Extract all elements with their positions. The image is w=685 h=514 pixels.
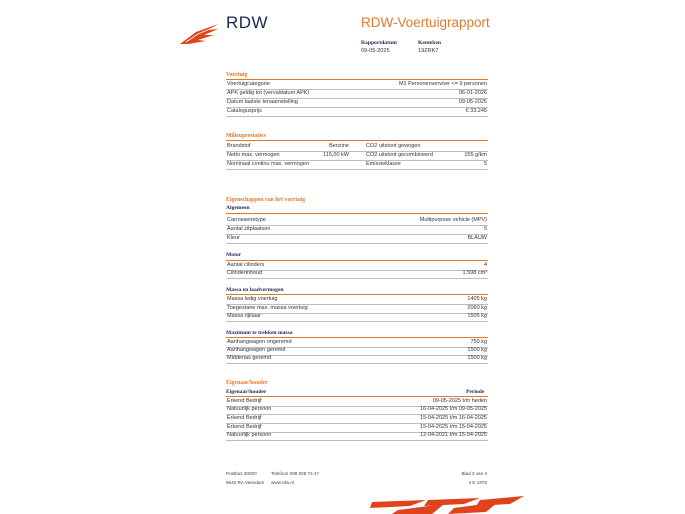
table-row: Toegestane max. massa voertuig 2060 kg: [226, 304, 488, 314]
column-period-header: Periode: [466, 389, 485, 395]
table-row: APK geldig tot (vervaldatum APK) 06-01-2026: [226, 89, 488, 99]
table-row: Aanhangwagen ongeremd 750 kg: [226, 338, 488, 348]
kenteken-value: 19ZRK7: [418, 48, 439, 54]
footer-page-number: Blad 3 van 4: [461, 471, 487, 476]
table-row: Kleur BLAUW: [226, 234, 488, 244]
table-row: Catalogusprijs € 33.245: [226, 107, 488, 117]
table-row: Aantal zitplaatsen 5: [226, 225, 488, 235]
table-row: Cilinderinhoud 1.598 cm³: [226, 269, 488, 279]
table-row: Carrosserietype Multipurpose vehicle (MPV): [226, 216, 488, 226]
table-row: Datum laatste tenaamstelling 09-05-2025: [226, 98, 488, 108]
footer-plaats: 9640 RA Veendam: [226, 480, 265, 485]
section-divider: [226, 213, 488, 214]
footer-postbus: Postbus 30000: [226, 471, 257, 476]
logo-text: RDW: [226, 13, 269, 32]
table-row: Aantal cilinders 4: [226, 261, 488, 271]
table-row: Erkend Bedrijf 15-04-2025 t/m 16-04-2025: [226, 414, 488, 424]
footer-website[interactable]: www.rdw.nl: [271, 480, 294, 485]
table-row: Voertuigcategorie M1 Personenvervoer <= 9 personen: [226, 80, 488, 90]
section-milieu-title: Milieuprestaties: [226, 133, 266, 139]
rapportdatum-label: Rapportdatum: [361, 40, 397, 46]
subsection-massa-title: Massa en laadvermogen: [226, 287, 284, 293]
table-row: Netto max. vermogen 115,00 kW CO2 uitstoot gecombineerd 155 g/km: [226, 151, 488, 161]
table-row: Natuurlijk persoon 12-04-2021 t/m 15-04-2025: [226, 431, 488, 441]
rapportdatum-value: 09-05-2025: [361, 48, 390, 54]
kenteken-label: Kenteken: [418, 40, 441, 46]
table-row: Aanhangwagen geremd 1500 kg: [226, 346, 488, 356]
page-title: RDW-Voertuigrapport: [361, 15, 490, 30]
table-row: Brandstof Benzine CO2 uitstoot gewogen: [226, 142, 488, 152]
rdw-logo-icon: [178, 22, 222, 46]
subsection-trekken-title: Maximum te trekken massa: [226, 330, 293, 336]
column-owner-header: Eigenaar/houder: [226, 389, 267, 395]
subsection-motor-title: Motor: [226, 252, 242, 258]
footer-code: 3 E 1878: [468, 480, 487, 485]
table-row: Nominaal continu max. vermogen Emissieklasse 5: [226, 160, 488, 170]
footer-telefoon: Telefoon 088 008 74 47: [271, 471, 320, 476]
table-row: Erkend Bedrijf 09-05-2025 t/m heden: [226, 397, 488, 407]
section-divider: [226, 140, 488, 141]
section-eigenschappen-title: Eigenschappen van het voertuig: [226, 197, 306, 203]
footer-stripes-icon: [368, 496, 528, 514]
section-voertuig-title: Voertuig: [226, 72, 248, 78]
table-row: Middenas geremd 1500 kg: [226, 354, 488, 364]
table-row: Massa ledig voertuig 1405 kg: [226, 295, 488, 305]
subsection-algemeen-title: Algemeen: [226, 205, 250, 211]
table-row: Natuurlijk persoon 16-04-2025 t/m 09-05-2025: [226, 405, 488, 415]
table-row: Massa rijklaar 1505 kg: [226, 312, 488, 322]
table-row: Erkend Bedrijf 15-04-2025 t/m 15-04-2025: [226, 423, 488, 433]
section-eigenaar-title: Eigenaar/houder: [226, 380, 268, 386]
